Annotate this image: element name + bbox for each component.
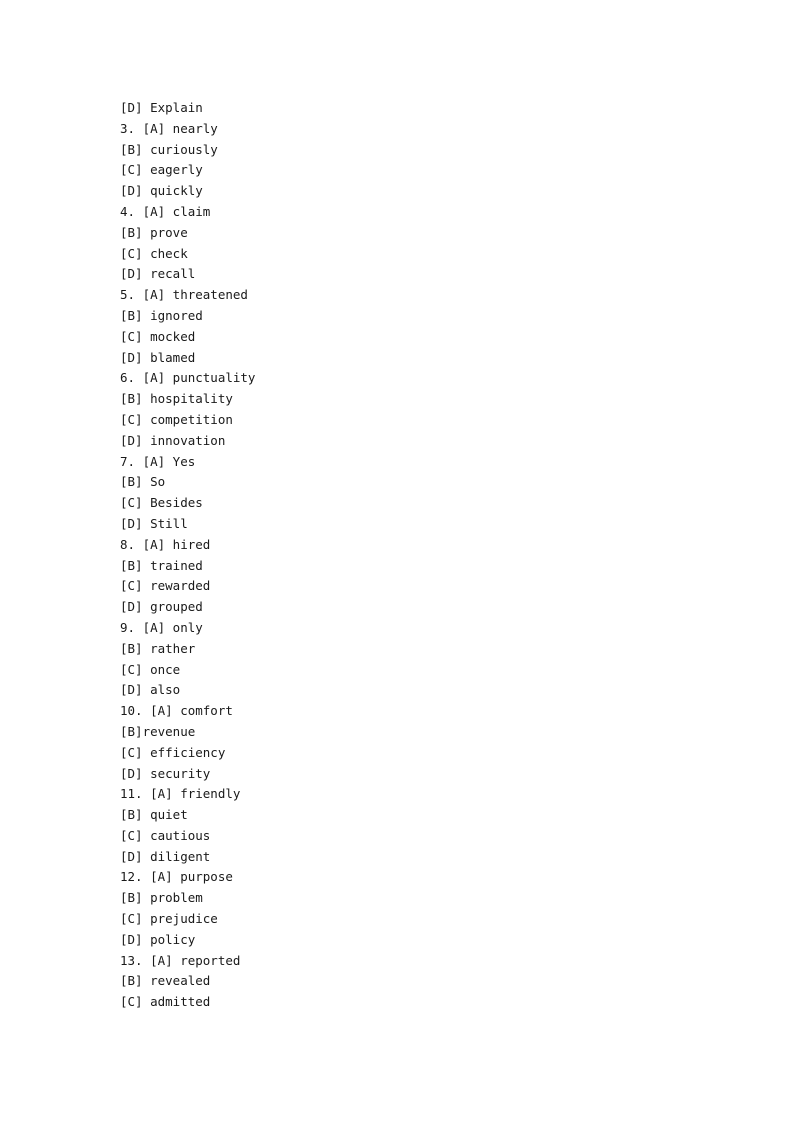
question-line: 7. [A] Yes [120,453,196,469]
option-line: [D] diligent [120,848,211,864]
option-line: [B] ignored [120,307,203,323]
option-line: [B] trained [120,557,203,573]
option-line: [C] efficiency [120,744,226,760]
option-line: [B] rather [120,640,196,656]
option-line: [B]revenue [120,723,196,739]
option-line: [D] Still [120,515,188,531]
option-line: [B] problem [120,890,203,906]
option-line: [D] quickly [120,183,203,199]
option-line: [B] So [120,474,166,490]
option-line: [B] hospitality [120,391,233,407]
question-line: 10. [A] comfort [120,703,233,719]
option-line: [B] quiet [120,807,188,823]
option-line: [D] innovation [120,432,226,448]
option-line: [D] policy [120,931,196,947]
option-line: [C] rewarded [120,578,211,594]
question-line: 11. [A] friendly [120,786,241,802]
option-line: [C] Besides [120,495,203,511]
question-line: 4. [A] claim [120,203,211,219]
question-line: 9. [A] only [120,619,203,635]
option-line: [B] prove [120,224,188,240]
question-line: 6. [A] punctuality [120,370,256,386]
option-line: [B] revealed [120,973,211,989]
option-line: [D] security [120,765,211,781]
option-line: [D] grouped [120,599,203,615]
option-line: [C] check [120,245,188,261]
option-line: [C] prejudice [120,911,218,927]
question-line: 8. [A] hired [120,536,211,552]
option-line: [D] also [120,682,181,698]
question-line: 3. [A] nearly [120,120,218,136]
option-line: [C] competition [120,411,233,427]
option-line: [D] Explain [120,100,203,115]
question-line: 5. [A] threatened [120,287,248,303]
option-line: [D] recall [120,266,196,282]
option-line: [C] eagerly [120,162,203,178]
question-line: 13. [A] reported [120,952,241,968]
question-line: 12. [A] purpose [120,869,233,885]
answer-options-list [120,98,255,1013]
option-line: [C] admitted [120,994,211,1010]
option-line: [B] curiously [120,141,218,157]
option-line: [C] once [120,661,181,677]
option-line: [C] mocked [120,328,196,344]
option-line: [C] cautious [120,827,211,843]
option-line: [D] blamed [120,349,196,365]
